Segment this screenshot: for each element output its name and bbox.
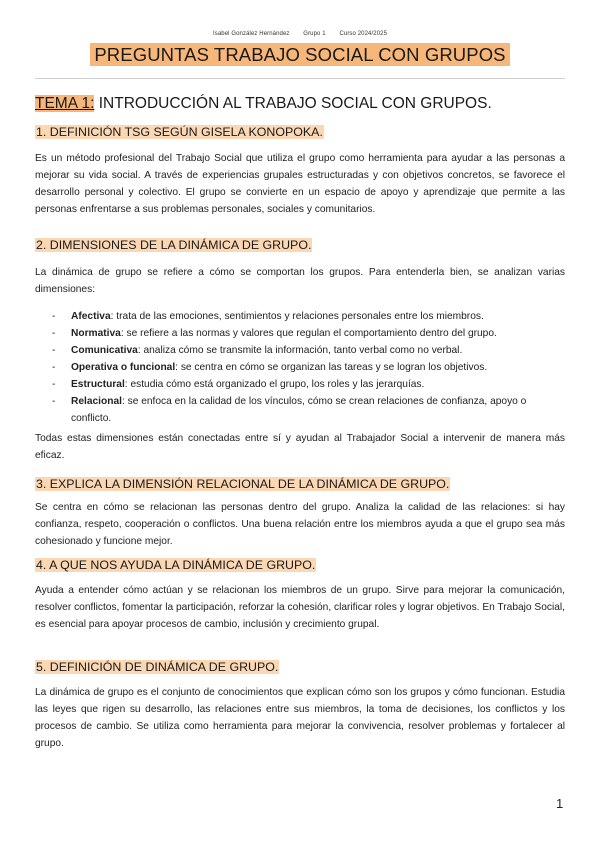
section-1-paragraph: Es un método profesional del Trabajo Social que utiliza el grupo como herramienta para ayudar a las personas a mejorar su vida social. A través de experiencias grupales estructuradas y con objetivos concretos, se favorece el desarrollo personal y colectivo. El grupo se convierte en un espacio de apoyo y aprendizaje que permite a las personas enfrentarse a sus problemas personales, sociales y comunitarios. xyxy=(35,153,565,215)
list-item-text: : se refiere a las normas y valores que regulan el comportamiento dentro del grupo. xyxy=(120,328,497,339)
section-2-heading xyxy=(35,238,312,252)
section-5-heading xyxy=(35,660,279,674)
section-2-heading-text: 2. DIMENSIONES DE LA DINÁMICA DE GRUPO. xyxy=(36,238,312,252)
list-item-text: : se centra en cómo se organizan las tareas y se logran los objetivos. xyxy=(175,362,488,373)
course-label: Curso 2024/2025 xyxy=(339,31,388,37)
topic-heading xyxy=(35,95,492,113)
title-divider xyxy=(35,78,565,79)
list-item-text: : analiza cómo se transmite la información, tanto verbal como no verbal. xyxy=(137,345,463,356)
document-title-text: PREGUNTAS TRABAJO SOCIAL CON GRUPOS xyxy=(90,43,509,66)
section-1-heading xyxy=(35,125,324,139)
list-item-term: Estructural xyxy=(71,379,125,390)
list-item: - Comunicativa: analiza cómo se transmite la información, tanto verbal como no verbal. xyxy=(52,345,463,356)
dimensions-list xyxy=(35,308,565,427)
section-5-heading-text: 5. DEFINICIÓN DE DINÁMICA DE GRUPO. xyxy=(36,660,279,674)
list-item-text: : se enfoca en la calidad de los vínculos, cómo se crean relaciones de confianza, apoyo o conflicto. xyxy=(71,396,527,424)
list-item: - Afectiva: trata de las emociones, sentimientos y relaciones personales entre los miembros. xyxy=(52,311,484,322)
section-1-heading-text: 1. DEFINICIÓN TSG SEGÚN GISELA KONOPOKA. xyxy=(36,125,323,139)
section-3-heading-text: 3. EXPLICA LA DIMENSIÓN RELACIONAL DE LA DINÁMICA DE GRUPO. xyxy=(36,477,450,491)
page-header xyxy=(0,31,600,37)
section-5-paragraph: La dinámica de grupo es el conjunto de conocimientos que explican cómo son los grupos y cómo funcionan. Estudia las leyes que rigen su desarrollo, las relaciones entre sus miembros, la toma de decisiones, los conflictos y los procesos de cambio. Se utiliza como herramienta para mejorar la convivencia, resolver problemas y fortalecer al grupo. xyxy=(35,687,565,749)
section-2-outro: Todas estas dimensiones están conectadas entre sí y ayudan al Trabajador Social a intervenir de manera más eficaz. xyxy=(35,433,565,461)
page-number: 1 xyxy=(556,796,564,811)
list-item-term: Operativa o funcional xyxy=(71,362,176,373)
document-title xyxy=(0,44,600,66)
list-item: - Relacional: se enfoca en la calidad de los vínculos, cómo se crean relaciones de confianza, apoyo o conflicto. xyxy=(52,396,527,424)
section-4-heading xyxy=(35,558,316,572)
topic-label: TEMA 1: xyxy=(35,95,95,112)
list-item-term: Normativa xyxy=(71,328,121,339)
list-item-term: Afectiva xyxy=(71,311,111,322)
section-3-paragraph: Se centra en cómo se relacionan las personas dentro del grupo. Analiza la calidad de las relaciones: si hay confianza, respeto, cooperación o conflictos. Una buena relación entre los miembros ayuda a que el grupo sea más cohesionado y funcione mejor. xyxy=(35,502,565,547)
group-label: Grupo 1 xyxy=(303,31,326,37)
list-item-term: Relacional xyxy=(71,396,122,407)
list-item-text: : trata de las emociones, sentimientos y relaciones personales entre los miembros. xyxy=(110,311,484,322)
section-3-heading xyxy=(35,477,450,491)
list-item: - Operativa o funcional: se centra en cómo se organizan las tareas y se logran los objetivos. xyxy=(52,362,488,373)
list-item-text: : estudia cómo está organizado el grupo, los roles y las jerarquías. xyxy=(124,379,425,390)
section-2-intro: La dinámica de grupo se refiere a cómo se comportan los grupos. Para entenderla bien, se analizan varias dimensiones: xyxy=(35,267,565,295)
author-name: Isabel González Hernández xyxy=(212,31,290,37)
section-4-paragraph: Ayuda a entender cómo actúan y se relacionan los miembros de un grupo. Sirve para mejorar la comunicación, resolver conflictos, fomentar la participación, reforzar la cohesión, clarificar roles y lograr objetivos. En Trabajo Social, es esencial para apoyar procesos de cambio, inclusión y crecimiento grupal. xyxy=(35,585,565,630)
list-item-term: Comunicativa xyxy=(71,345,138,356)
section-4-heading-text: 4. A QUE NOS AYUDA LA DINÁMICA DE GRUPO. xyxy=(36,558,316,572)
list-item: - Estructural: estudia cómo está organizado el grupo, los roles y las jerarquías. xyxy=(52,379,425,390)
list-item: - Normativa: se refiere a las normas y valores que regulan el comportamiento dentro del grupo. xyxy=(52,328,497,339)
topic-title: INTRODUCCIÓN AL TRABAJO SOCIAL CON GRUPOS. xyxy=(94,95,492,112)
